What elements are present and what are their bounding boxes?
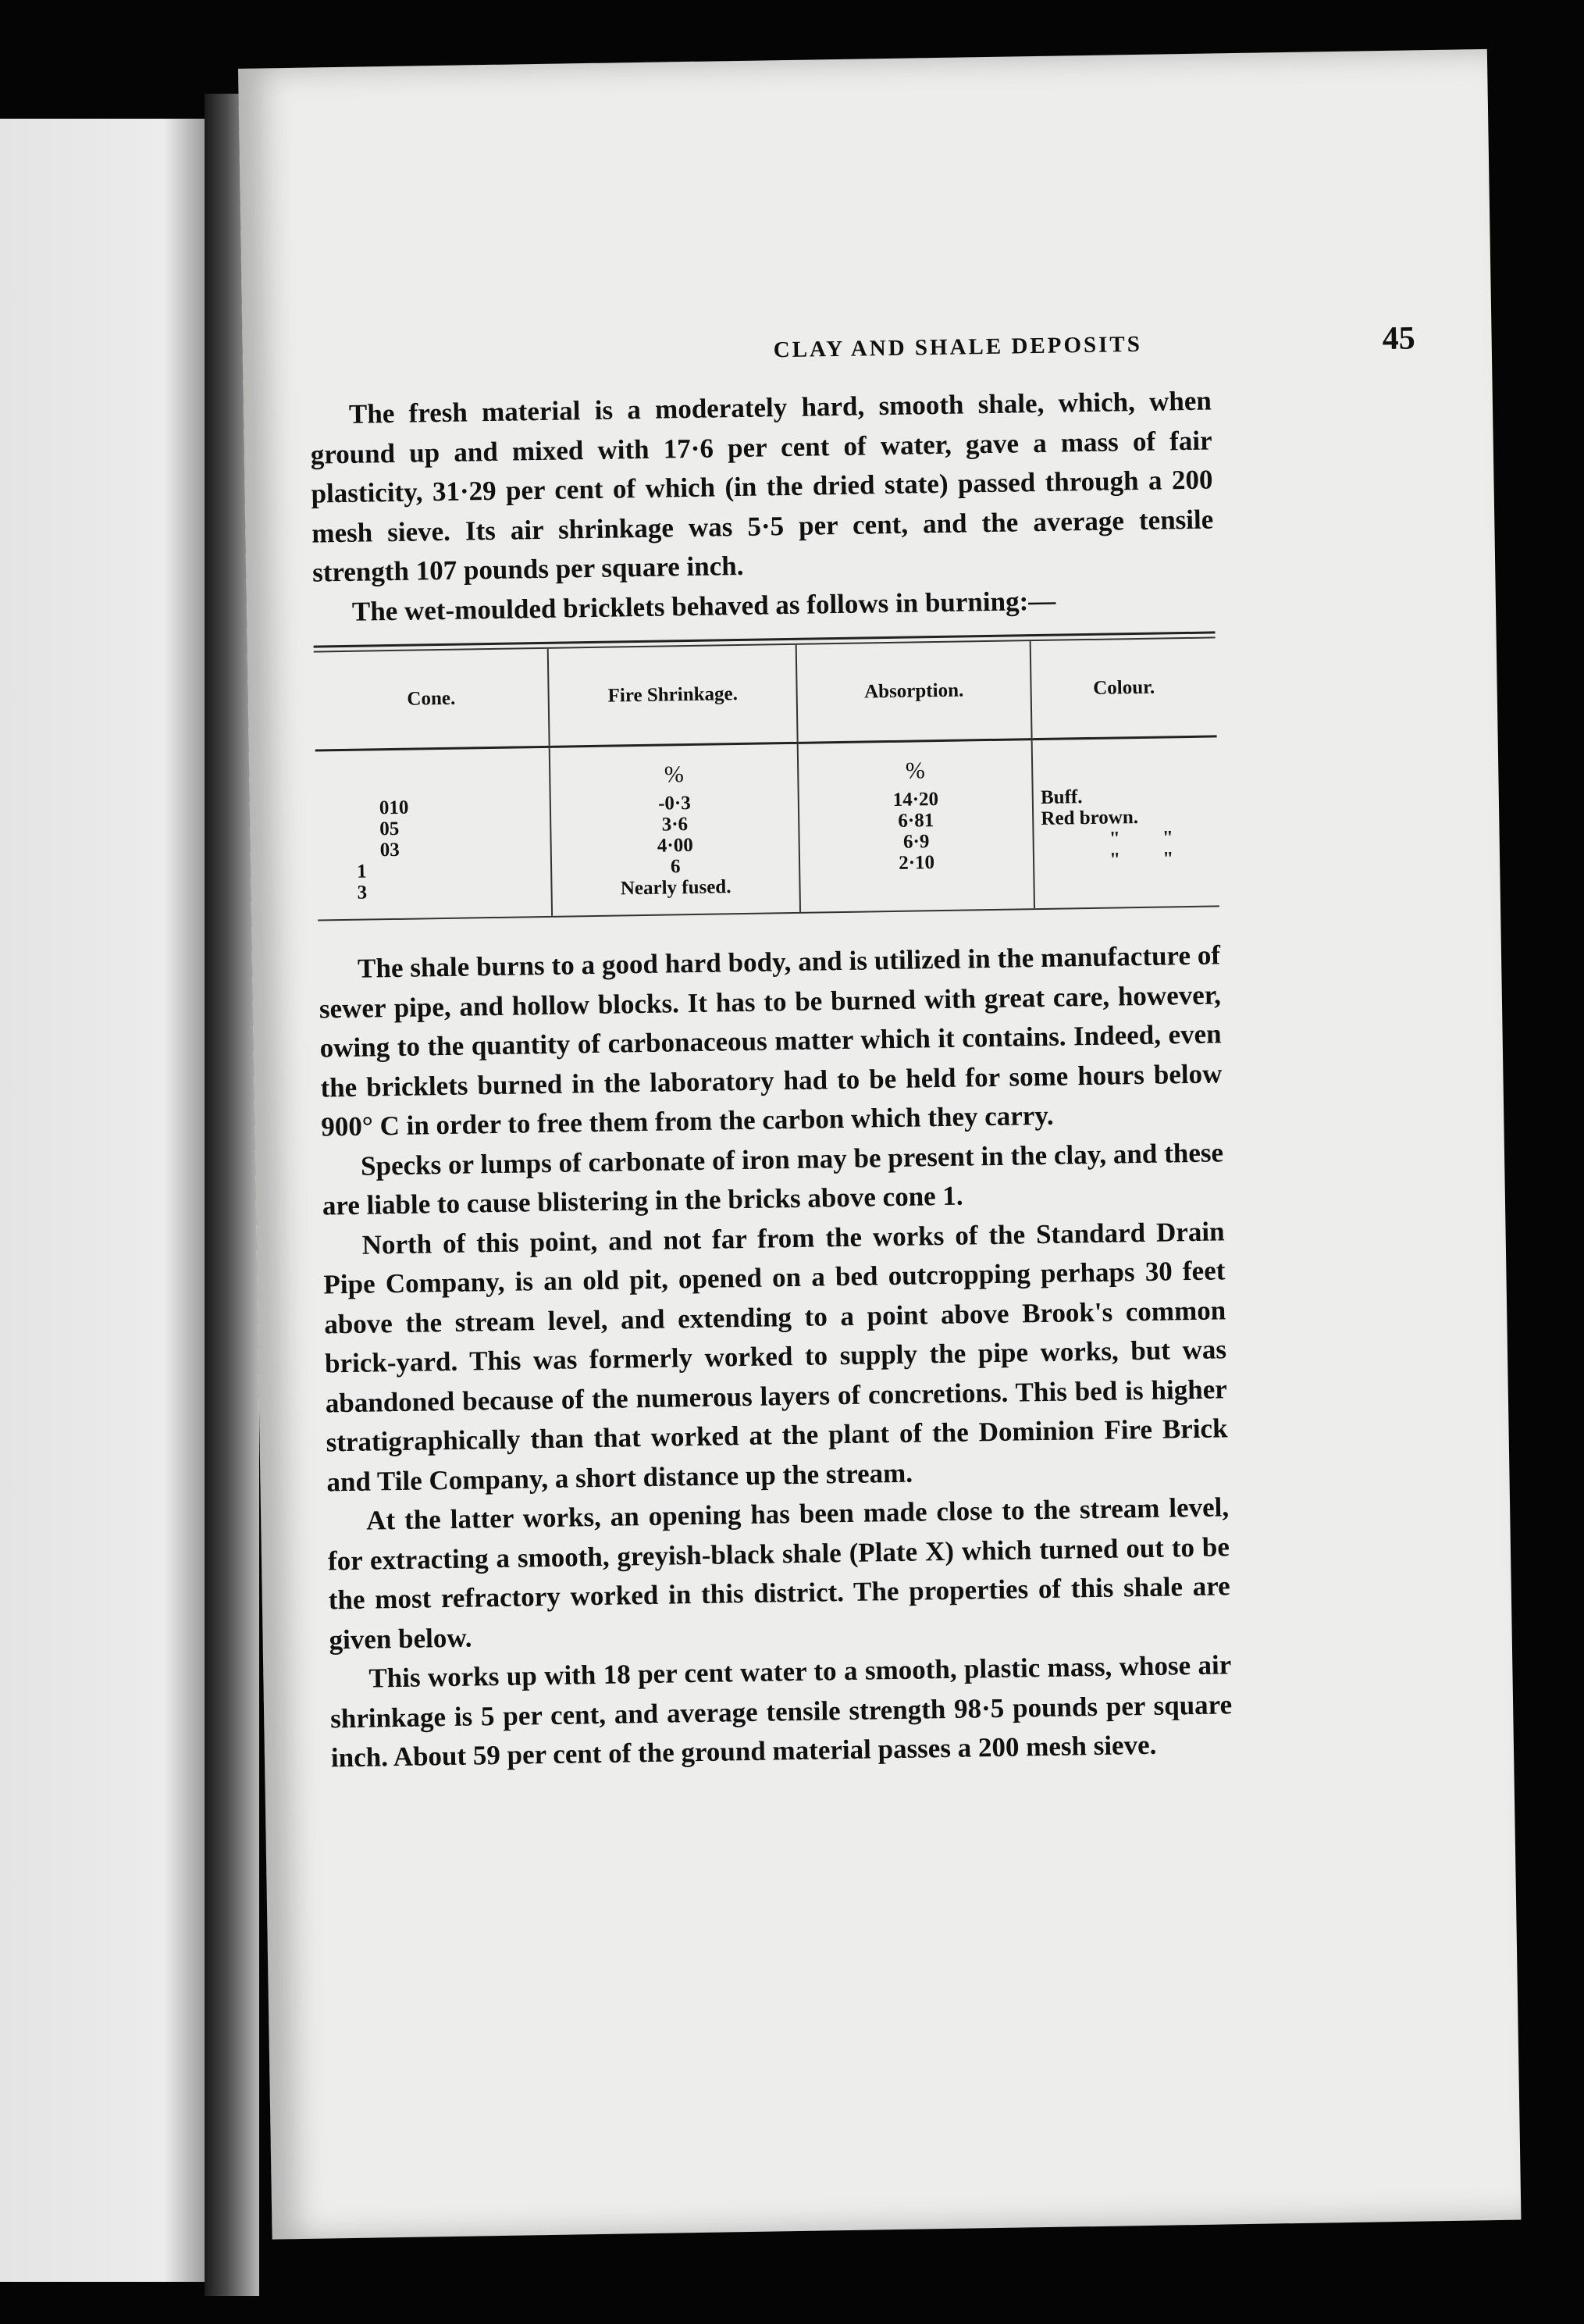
fire-shrinkage-values	[552, 791, 799, 900]
fire-shrinkage-value: Nearly fused.	[620, 876, 731, 900]
column-header-cone: Cone.	[314, 649, 550, 750]
burning-results-table	[314, 631, 1219, 921]
running-title: CLAY AND SHALE DEPOSITS	[773, 331, 1143, 363]
absorption-cell	[798, 740, 1035, 912]
cone-value: 010	[379, 797, 409, 819]
absorption-value: 6·9	[902, 831, 930, 853]
colour-ditto: " "	[1109, 847, 1193, 871]
table-row	[315, 736, 1219, 920]
colour-ditto: " "	[1109, 826, 1193, 850]
page-header	[539, 319, 1476, 380]
fire-shrinkage-cell	[550, 743, 800, 915]
paragraph: North of this point, and not far from the works of the Standard Drain Pipe Company, is an old pit, opened on a bed outcropping perhaps 30 feet above the stream level, and extending to a point above Brook's common brick-yard. This was formerly worked to supply the pipe works, but was abandoned because of the numerous layers of concretions. This bed is higher stratigraphically than that worked at the plant of the Dominion Fire Brick and Tile Company, a short distance up the stream.	[323, 1215, 1228, 1497]
paragraph: At the latter works, an opening has been made close to the stream level, for extracting a smooth, greyish-black shale (Plate X) which turned out to be the most refractory worked in this district. The properties of this shale are given below.	[327, 1492, 1230, 1655]
intro-text	[310, 381, 1216, 632]
absorption-values	[800, 787, 1033, 875]
column-header-absorption: Absorption.	[796, 641, 1032, 743]
cone-values	[317, 795, 550, 904]
left-page-edge	[0, 119, 234, 2282]
paragraph: The wet-moulded bricklets behaved as follows in burning:—	[351, 585, 1056, 627]
results-table	[314, 638, 1219, 919]
column-header-fire-shrinkage: Fire Shrinkage.	[548, 645, 798, 747]
book-page	[238, 49, 1521, 2240]
paragraph: The shale burns to a good hard body, and is utilized in the manufacture of sewer pipe, and hollow blocks. It has to be burned with great care, however, owing to the quantity of carbonaceous matter which it contains. Indeed, even the bricklets burned in the laboratory had to be held for some hours below 900° C in order to free them from the carbon which they carry.	[319, 939, 1223, 1142]
fire-shrinkage-value: 3·6	[661, 814, 689, 836]
absorption-value: 14·20	[892, 789, 939, 811]
percent-unit: %	[664, 761, 685, 788]
colour-value: Buff.	[1040, 786, 1083, 808]
column-header-colour: Colour.	[1030, 638, 1217, 739]
percent-unit: %	[905, 757, 926, 784]
fire-shrinkage-value: 6	[670, 856, 681, 878]
page-number: 45	[1382, 320, 1415, 358]
absorption-value: 6·81	[898, 810, 934, 832]
cone-value: 05	[379, 818, 400, 840]
cone-cell	[315, 747, 553, 919]
paragraph: Specks or lumps of carbonate of iron may be present in the clay, and these are liable to cause blistering in the bricks above cone 1.	[322, 1136, 1224, 1221]
cone-value: 1	[356, 861, 367, 882]
colour-values	[1034, 784, 1218, 872]
cone-value: 3	[357, 882, 368, 904]
absorption-value: 2·10	[899, 852, 935, 874]
cone-value: 03	[379, 839, 400, 861]
paragraph: This works up with 18 per cent water to a smooth, plastic mass, whose air shrinkage is 5 per cent, and average tensile strength 98·5 pounds per square inch. About 59 per cent of the ground material passes a 200 mesh sieve.	[329, 1649, 1233, 1773]
fire-shrinkage-value: 4·00	[657, 834, 693, 857]
fire-shrinkage-value: -0·3	[657, 793, 691, 814]
colour-cell	[1032, 736, 1219, 908]
body-text	[319, 936, 1233, 1778]
paragraph: The fresh material is a moderately hard, smooth shale, which, when ground up and mixed with 17·6 per cent of water, gave a mass of fair plasticity, 31·29 per cent of which (in the dried state) passed through a 200 mesh sieve. Its air shrinkage was 5·5 per cent, and the average tensile strength 107 pounds per square inch.	[310, 385, 1214, 588]
table-header-row	[314, 638, 1217, 750]
colour-value: Red brown.	[1041, 807, 1139, 829]
